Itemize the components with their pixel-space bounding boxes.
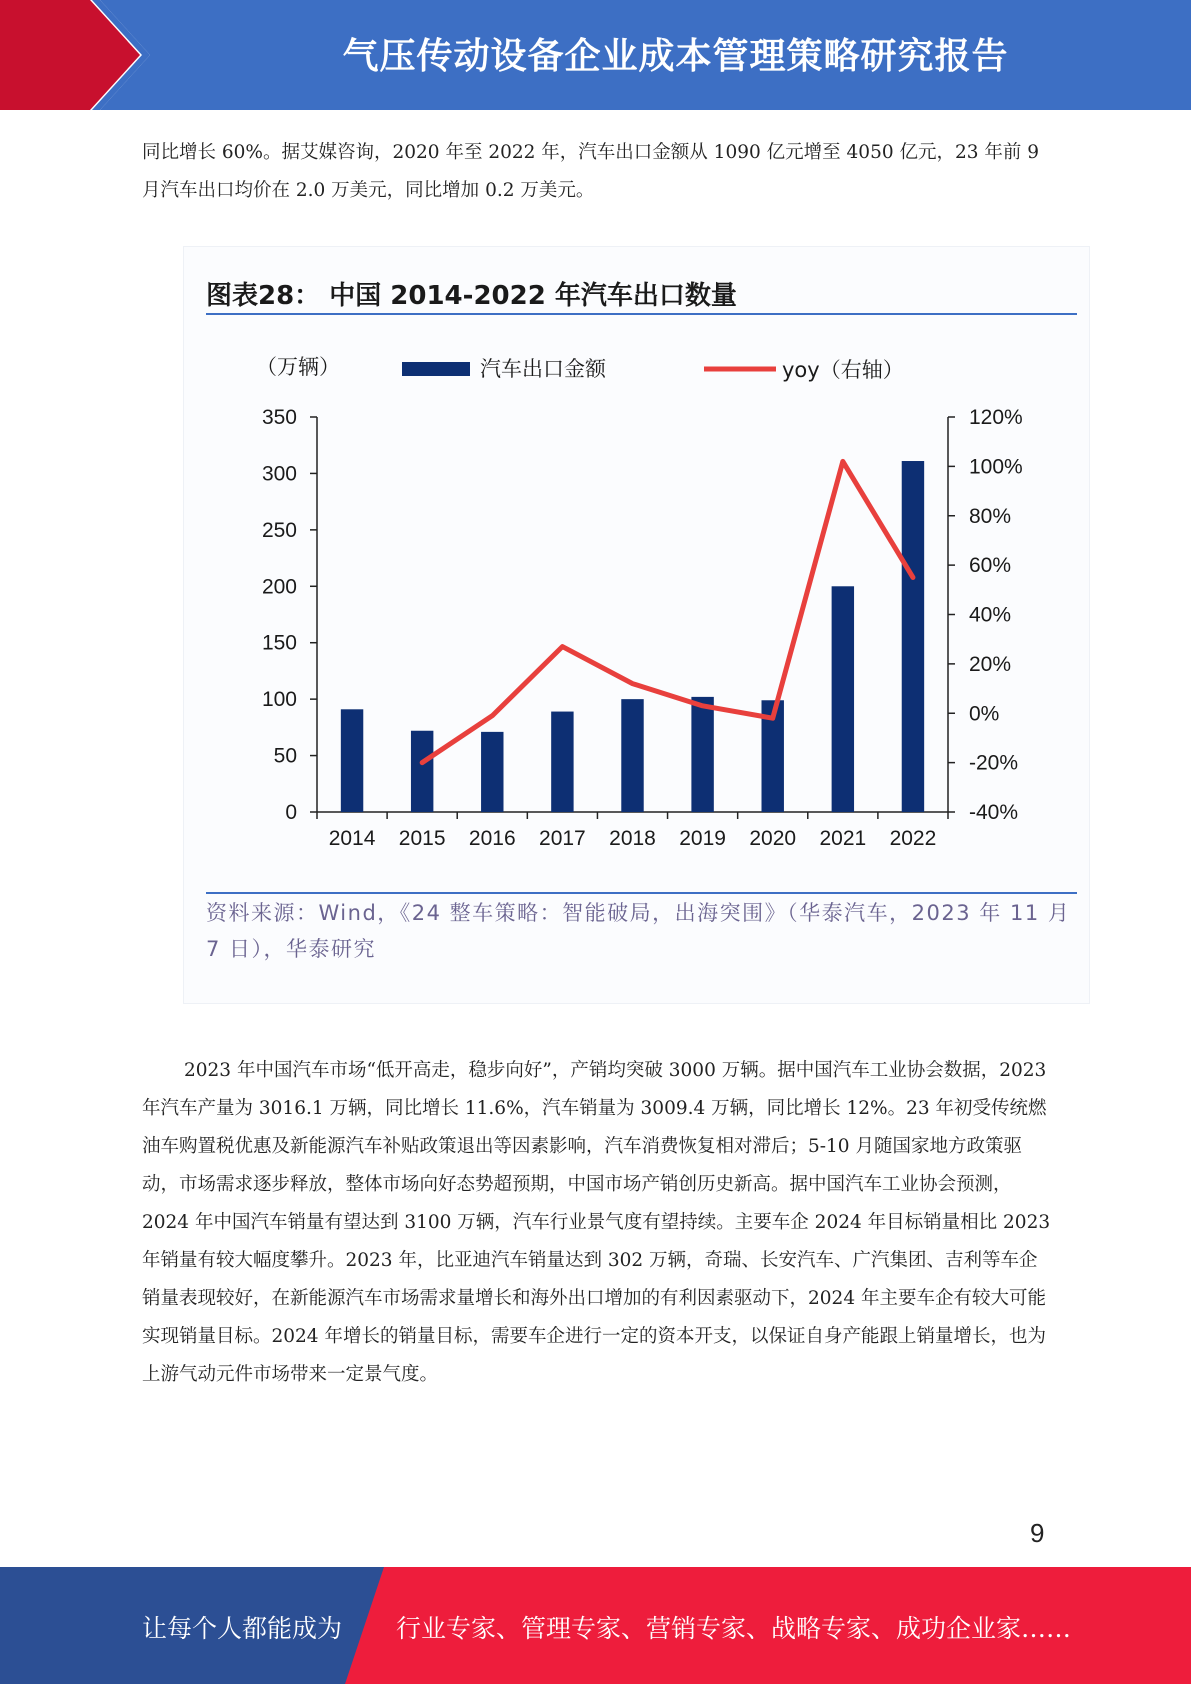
- x-tick-label: 2019: [679, 827, 726, 850]
- y2-tick-label: 80%: [969, 504, 1012, 528]
- yoy-point: [632, 683, 633, 684]
- page-number: 9: [1030, 1518, 1045, 1548]
- bar: [621, 699, 643, 812]
- y2-tick-label: 100%: [969, 455, 1023, 479]
- x-tick-label: 2020: [749, 827, 797, 850]
- legend-bar-label: 汽车出口金额: [480, 357, 606, 381]
- chart-title: 图表28： 中国 2014-2022 年汽车出口数量: [206, 281, 737, 311]
- x-tick-label: 2018: [609, 827, 656, 850]
- y2-tick-label: -40%: [969, 801, 1019, 824]
- legend-bar-swatch: [402, 362, 470, 376]
- y2-tick-label: 60%: [969, 554, 1012, 578]
- bar: [902, 461, 924, 812]
- y-tick-label: 350: [261, 406, 297, 429]
- body-paragraph: 2023 年中国汽车市场“低开高走，稳步向好”，产销均突破 3000 万辆。据中国汽车工业协会数据，2023 年汽车产量为 3016.1 万辆，同比增长 11.6%，汽车销量为 3009.4 万辆，同比增长 12%。23 年初受传统燃油车购置税优惠及新能源汽车补贴政策退出等因素影响，汽车消费恢复相对滞后；5-10 月随国家地方政策驱动，市场需求逐步释放，整体市场向好态势超预期，中国市场产销创历史新高。据中国汽车工业协会预测，2024 年中国汽车销量有望达到 3100 万辆，汽车行业景气度有望持续。主要车企 2024 年目标销量相比 2023 年销量有较大幅度攀升。2023 年，比亚迪汽车销量达到 302 万辆，奇瑞、长安汽车、广汽集团、吉利等车企销量表现较好，在新能源汽车市场需求量增长和海外出口增加的有利因素驱动下，2024 年主要车企有较大可能实现销量目标。2024 年增长的销量目标，需要车企进行一定的资本开支，以保证自身产能跟上销量增长，也为上游气动元件市场带来一定景气度。: [142, 1060, 1051, 1385]
- y-tick-label: 0: [285, 801, 297, 824]
- footer-slogan-left: 让每个人都能成为: [142, 1614, 343, 1643]
- x-tick-label: 2014: [328, 827, 376, 850]
- y2-tick-label: 120%: [969, 406, 1023, 429]
- chart-figure: [183, 246, 1090, 1004]
- yoy-point: [772, 718, 773, 719]
- yoy-point: [912, 577, 913, 578]
- bar: [411, 731, 433, 812]
- bar: [691, 697, 713, 812]
- intro-paragraph: 同比增长 60%。据艾媒咨询，2020 年至 2022 年，汽车出口金额从 1090 亿元增至 4050 亿元，23 年前 9 月汽车出口均价在 2.0 万美元，同比增加 0.2 万美元。: [142, 142, 1040, 201]
- y2-tick-label: 20%: [969, 652, 1012, 676]
- unit-label: （万辆）: [256, 355, 340, 379]
- chart-x-labels: [329, 827, 937, 850]
- bar: [551, 712, 573, 812]
- y2-tick-label: 0%: [969, 702, 1000, 726]
- bar: [341, 709, 363, 812]
- page-header: [0, 0, 1191, 110]
- y-tick-label: 200: [261, 575, 297, 599]
- bar: [832, 586, 854, 812]
- yoy-point: [562, 646, 563, 647]
- x-tick-label: 2021: [819, 827, 867, 850]
- y-tick-label: 300: [261, 462, 297, 486]
- yoy-point: [422, 762, 423, 763]
- legend-line-label: yoy（右轴）: [782, 358, 904, 382]
- y2-tick-label: 40%: [969, 603, 1012, 627]
- footer-slogan-right: 行业专家、管理专家、营销专家、战略专家、成功企业家……: [396, 1614, 1072, 1643]
- page-footer: [0, 1567, 1191, 1684]
- report-title: 气压传动设备企业成本管理策略研究报告: [342, 36, 1009, 77]
- y-tick-label: 100: [261, 688, 297, 712]
- x-tick-label: 2016: [468, 827, 516, 850]
- y-tick-label: 50: [273, 744, 297, 768]
- x-tick-label: 2015: [398, 827, 446, 850]
- y-tick-label: 250: [261, 518, 297, 542]
- yoy-point: [702, 705, 703, 706]
- x-tick-label: 2022: [889, 827, 937, 850]
- bar: [481, 732, 503, 812]
- chart-source: 资料来源：Wind，《24 整车策略：智能破局，出海突围》（华泰汽车，2023 年 11 月 7 日），华泰研究: [206, 901, 1071, 961]
- yoy-point: [492, 715, 493, 716]
- yoy-point: [842, 461, 843, 462]
- x-tick-label: 2017: [539, 827, 586, 850]
- export-chart: [184, 247, 1089, 1003]
- y-tick-label: 150: [261, 631, 297, 655]
- header-arrow-decoration: [0, 0, 160, 110]
- y2-tick-label: -20%: [969, 751, 1019, 775]
